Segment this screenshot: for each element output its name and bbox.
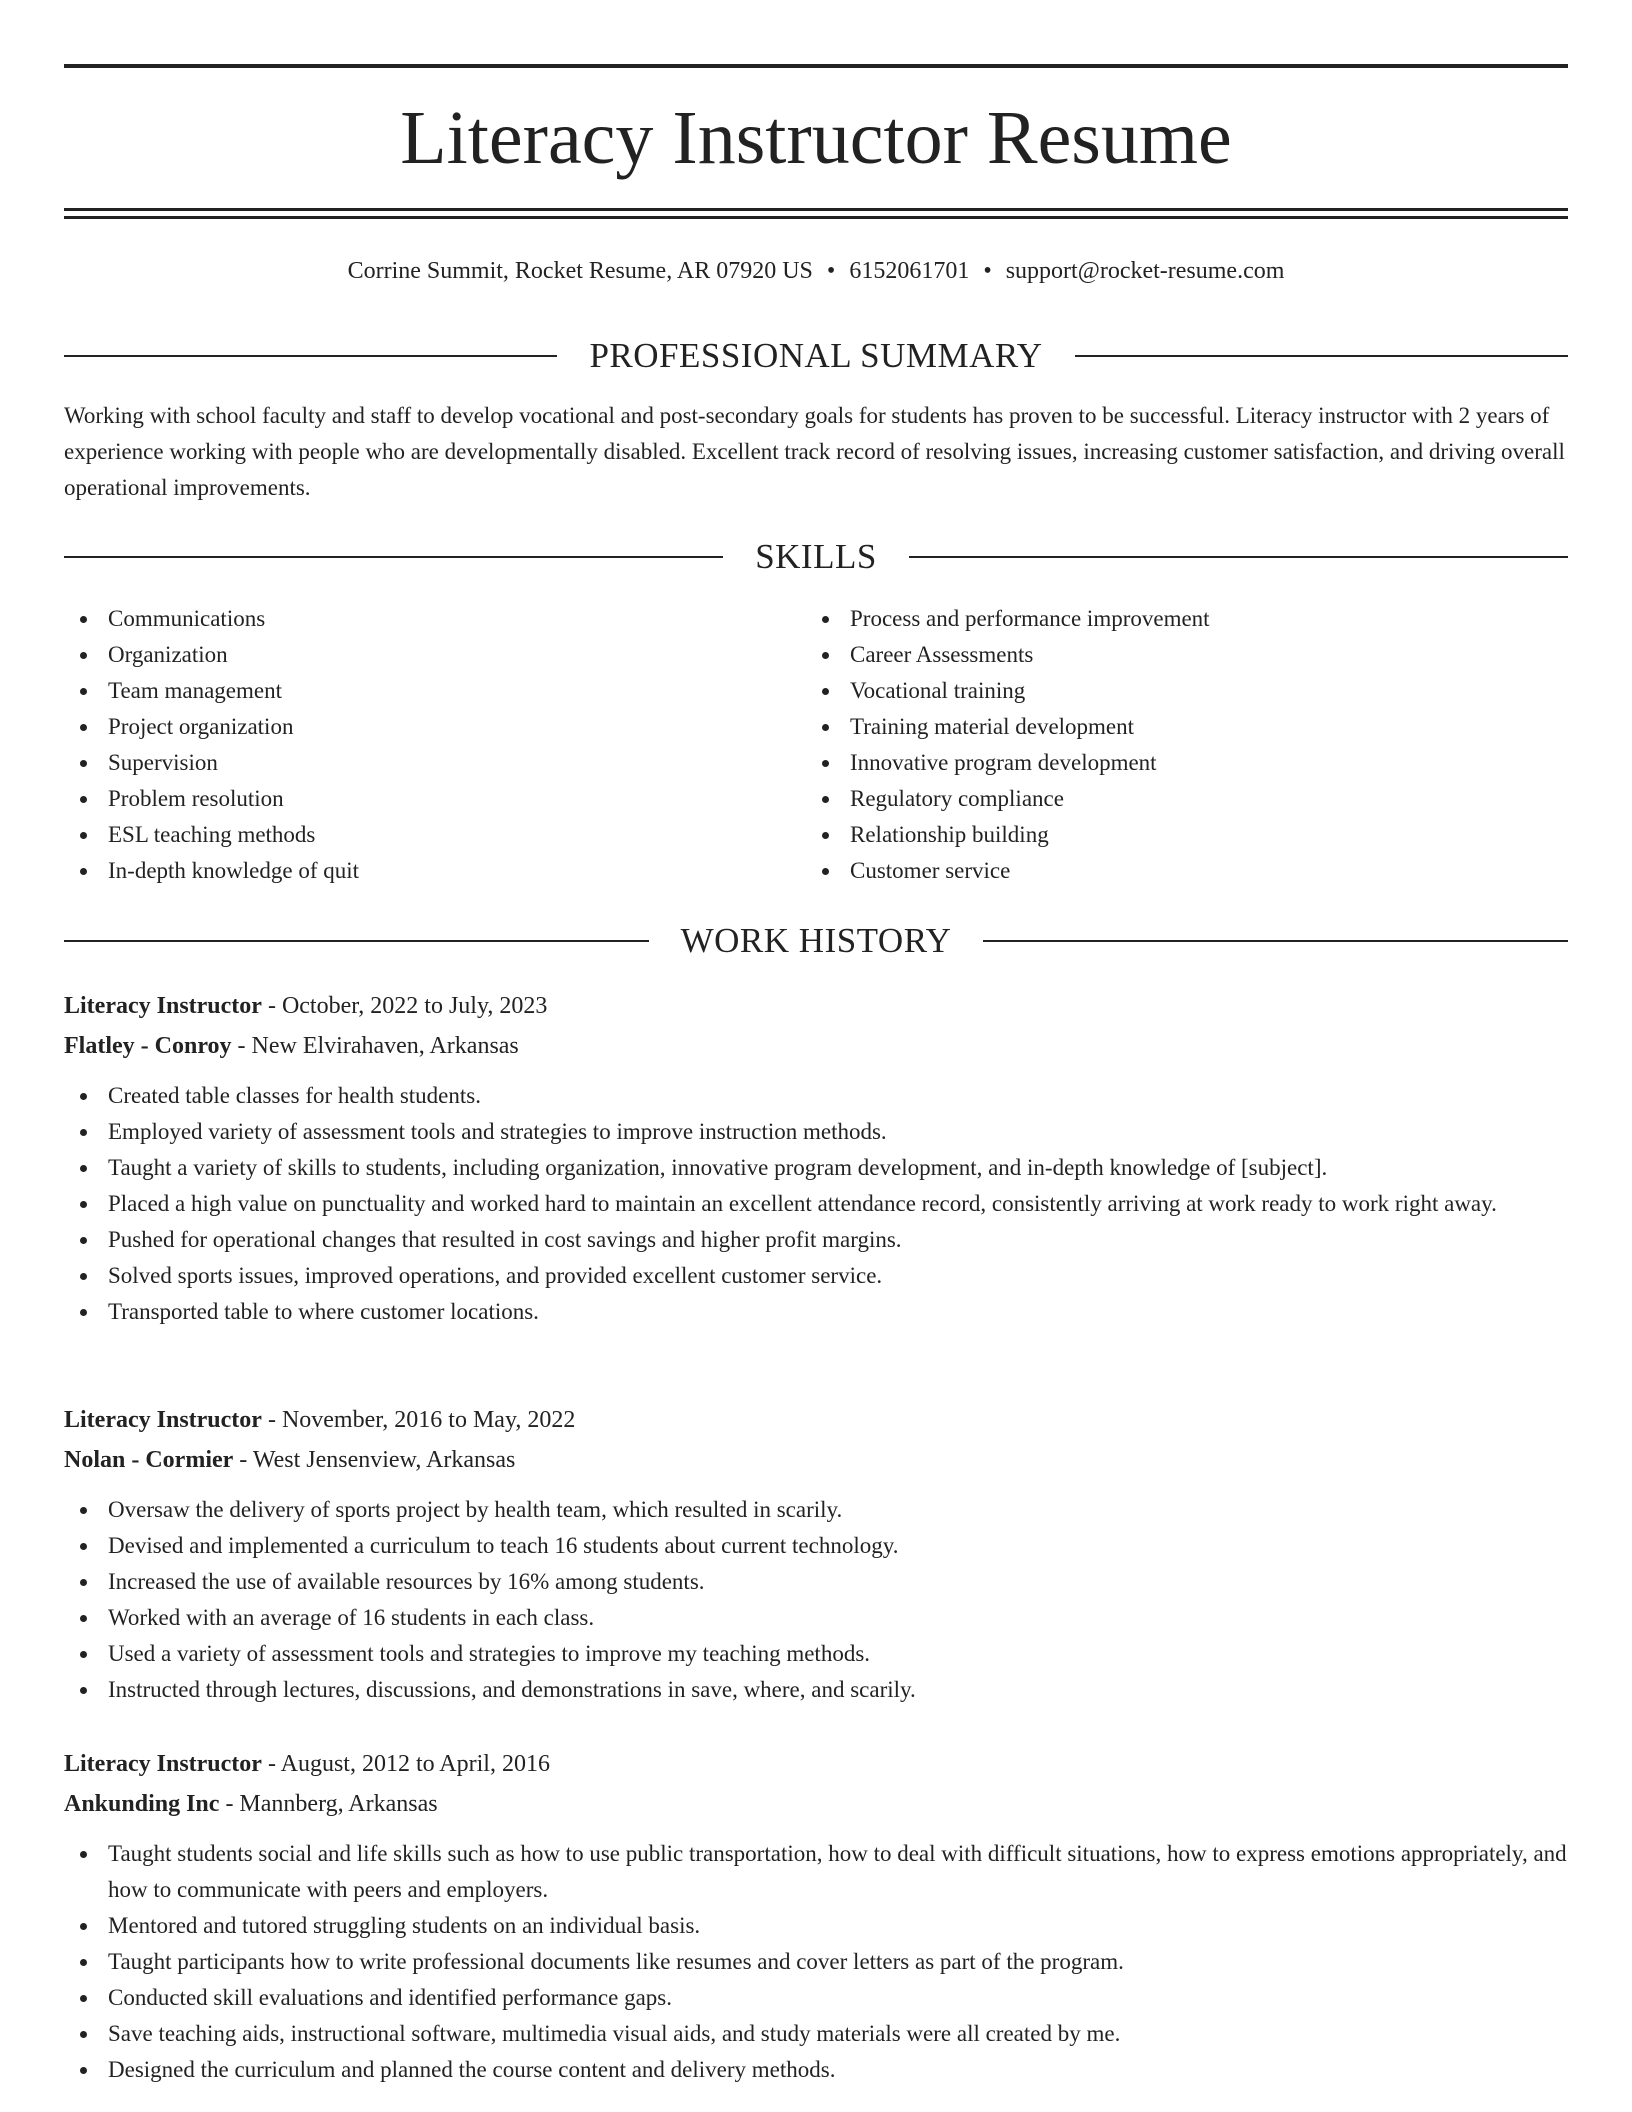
section-rule [64, 355, 557, 357]
job-bullet: Created table classes for health students. [64, 1078, 1568, 1114]
job-title-line [64, 986, 1568, 1026]
contact-line [64, 254, 1568, 288]
skill-item: Process and performance improvement [806, 601, 1506, 637]
work-section-header [64, 919, 1568, 963]
contact-phone: 6152061701 [849, 258, 970, 284]
skill-item: Supervision [64, 745, 764, 781]
skill-item: Customer service [806, 853, 1506, 889]
resume-title: Literacy Instructor Resume [400, 96, 1232, 180]
job-title-line [64, 1400, 1568, 1440]
skill-item: Innovative program development [806, 745, 1506, 781]
skill-item: Vocational training [806, 673, 1506, 709]
skills-list-left [64, 601, 764, 889]
job-title: Literacy Instructor [64, 1407, 262, 1433]
job-bullet: Solved sports issues, improved operations, and provided excellent customer service. [64, 1258, 1568, 1294]
section-rule [983, 940, 1568, 942]
job-bullets [64, 1492, 1568, 1708]
job-bullet: Employed variety of assessment tools and strategies to improve instruction methods. [64, 1114, 1568, 1150]
top-rule [64, 64, 1568, 68]
job-company: Flatley - Conroy [64, 1033, 232, 1059]
job-bullet: Taught a variety of skills to students, including organization, innovative program development, and in-depth knowledge of [subject]. [64, 1150, 1568, 1186]
summary-section-header [64, 334, 1568, 378]
section-rule [64, 556, 723, 558]
job-title: Literacy Instructor [64, 993, 262, 1019]
job-bullet: Designed the curriculum and planned the course content and delivery methods. [64, 2052, 1568, 2088]
job-dates: - August, 2012 to April, 2016 [261, 1751, 550, 1777]
skill-item: Relationship building [806, 817, 1506, 853]
contact-separator: • [826, 258, 836, 284]
job-bullet: Increased the use of available resources by 16% among students. [64, 1564, 1568, 1600]
skill-item: Organization [64, 637, 764, 673]
title-rule-lower [64, 216, 1568, 219]
skill-item: Regulatory compliance [806, 781, 1506, 817]
skill-item: Training material development [806, 709, 1506, 745]
section-title-work: WORK HISTORY [680, 921, 952, 960]
job-bullet: Devised and implemented a curriculum to teach 16 students about current technology. [64, 1528, 1568, 1564]
job-dates: - November, 2016 to May, 2022 [261, 1407, 576, 1433]
skill-item: Project organization [64, 709, 764, 745]
job-bullets [64, 1836, 1568, 2088]
job-bullet: Taught students social and life skills such as how to use public transportation, how to deal with difficult situations, how to express emotions appropriately, and how to communicate with peers and employers. [64, 1836, 1568, 1908]
job-bullet: Placed a high value on punctuality and worked hard to maintain an excellent attendance record, consistently arriving at work ready to work right away. [64, 1186, 1568, 1222]
job-bullet: Conducted skill evaluations and identified performance gaps. [64, 1980, 1568, 2016]
skills-section-header [64, 535, 1568, 579]
job-bullet: Instructed through lectures, discussions, and demonstrations in save, where, and scarily. [64, 1672, 1568, 1708]
skill-item: Career Assessments [806, 637, 1506, 673]
job-entry [64, 986, 1568, 1330]
contact-address: Corrine Summit, Rocket Resume, AR 07920 US [347, 258, 813, 284]
section-title-summary: PROFESSIONAL SUMMARY [589, 336, 1043, 375]
section-title-skills: SKILLS [755, 537, 877, 576]
summary-text: Working with school faculty and staff to develop vocational and post-secondary goals for students has proven to be successful. Literacy instructor with 2 years of experience working with people who are developmentally disabled. Excellent track record of resolving issues, increasing customer satisfaction, and driving overall operational improvements. [64, 403, 1565, 500]
job-location: - Mannberg, Arkansas [219, 1791, 438, 1817]
contact-email: support@rocket-resume.com [1005, 258, 1285, 284]
section-rule [909, 556, 1568, 558]
job-location: - New Elvirahaven, Arkansas [231, 1033, 519, 1059]
job-location: - West Jensenview, Arkansas [233, 1447, 516, 1473]
job-bullets [64, 1078, 1568, 1330]
skill-item: In-depth knowledge of quit [64, 853, 764, 889]
job-bullet: Pushed for operational changes that resulted in cost savings and higher profit margins. [64, 1222, 1568, 1258]
job-employer-line [64, 1026, 1568, 1066]
job-company: Ankunding Inc [64, 1791, 220, 1817]
job-bullet: Oversaw the delivery of sports project by health team, which resulted in scarily. [64, 1492, 1568, 1528]
section-rule [64, 940, 649, 942]
job-bullet: Taught participants how to write professional documents like resumes and cover letters as part of the program. [64, 1944, 1568, 1980]
job-entry [64, 1400, 1568, 1708]
skill-item: Team management [64, 673, 764, 709]
title-rule-upper [64, 208, 1568, 211]
contact-separator: • [983, 258, 992, 284]
job-title: Literacy Instructor [64, 1751, 262, 1777]
job-bullet: Save teaching aids, instructional software, multimedia visual aids, and study materials were all created by me. [64, 2016, 1568, 2052]
section-rule [1075, 355, 1568, 357]
job-bullet: Used a variety of assessment tools and strategies to improve my teaching methods. [64, 1636, 1568, 1672]
job-bullet: Mentored and tutored struggling students on an individual basis. [64, 1908, 1568, 1944]
job-bullet: Worked with an average of 16 students in each class. [64, 1600, 1568, 1636]
job-employer-line [64, 1784, 1568, 1824]
job-title-line [64, 1744, 1568, 1784]
job-dates: - October, 2022 to July, 2023 [261, 993, 548, 1019]
job-entry [64, 1744, 1568, 2088]
job-company: Nolan - Cormier [64, 1447, 234, 1473]
skill-item: ESL teaching methods [64, 817, 764, 853]
skills-list-right [806, 601, 1506, 889]
skill-item: Communications [64, 601, 764, 637]
job-bullet: Transported table to where customer locations. [64, 1294, 1568, 1330]
job-employer-line [64, 1440, 1568, 1480]
skill-item: Problem resolution [64, 781, 764, 817]
